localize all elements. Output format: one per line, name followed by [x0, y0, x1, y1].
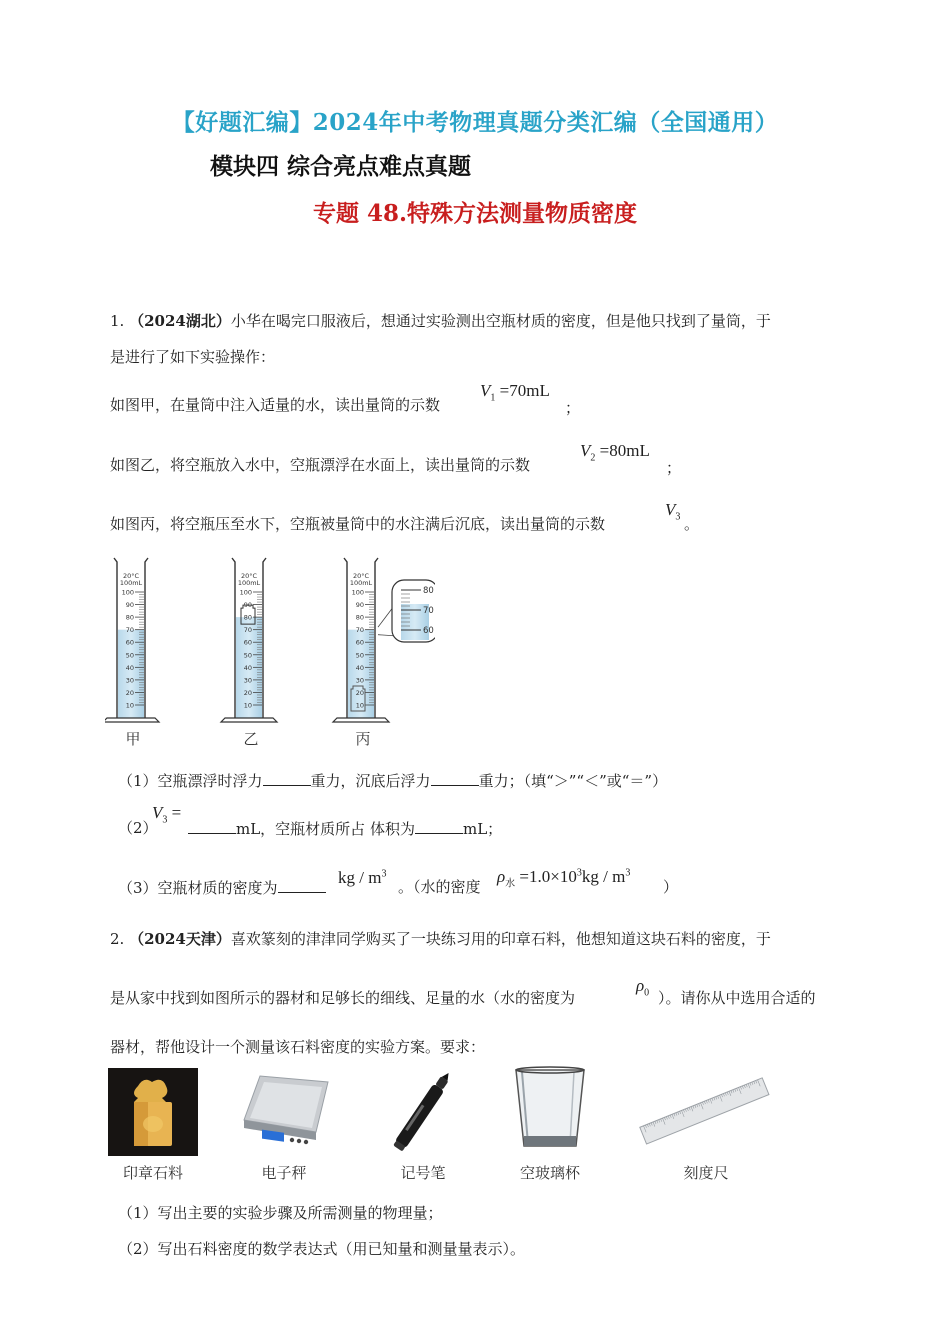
q1-step1-text: 如图甲，在量筒中注入适量的水，读出量筒的示数 — [110, 396, 441, 414]
cylinder-base — [105, 718, 159, 722]
q1-sub1-blank2[interactable] — [431, 770, 479, 786]
cylinder-1 — [105, 558, 159, 722]
scale-label: 20 — [355, 688, 364, 697]
scale-label: 40 — [243, 663, 252, 672]
q1-number: 1. — [110, 312, 125, 330]
cylinder-3 — [333, 558, 397, 722]
q1-step2-math — [580, 441, 650, 463]
scale-label: 80 — [243, 613, 252, 622]
v2-symbol: V — [580, 441, 591, 460]
q1-sub1-blank1[interactable] — [263, 770, 311, 786]
scale-label: 10 — [355, 701, 364, 710]
cylinder-temp-label: 20°C — [352, 572, 370, 580]
q1-sub2-blank1[interactable] — [188, 818, 236, 834]
item-label-scale: 电子秤 — [261, 1164, 307, 1182]
item-label-seal: 印章石料 — [122, 1164, 183, 1182]
scale-label: 10 — [243, 701, 252, 710]
scale-label: 20 — [125, 688, 134, 697]
q1-sub3-close: ） — [663, 878, 679, 896]
water-density-exp: 3 — [576, 867, 582, 879]
zoom-scale-label: 70 — [423, 606, 434, 616]
cylinder-volume-label: 100mL — [237, 579, 261, 587]
scale-label: 50 — [355, 651, 364, 660]
scale-label: 90 — [355, 601, 364, 610]
scale-label: 50 — [243, 651, 252, 660]
scale-label: 10 — [125, 701, 134, 710]
scale-label: 30 — [125, 676, 134, 685]
q2-intro-line2: 是从家中找到如图所示的器材和足够长的细线、足量的水（水的密度为 — [110, 989, 576, 1007]
q1-sub2-label: （2） — [118, 819, 158, 837]
v3-subscript: 3 — [675, 511, 681, 523]
water-density-unit: kg / m — [581, 867, 626, 886]
v3-symbol: V — [665, 500, 676, 519]
q1-step3-period: 。 — [684, 515, 700, 533]
rho-water-sub: 水 — [505, 878, 516, 890]
cylinder-temp-label: 20°C — [122, 572, 140, 580]
q1-sub2-body — [188, 818, 502, 839]
q2-intro-a: 喜欢篆刻的津津同学购买了一块练习用的印章石料，他想知道这块石料的密度，于 — [230, 930, 771, 948]
v3-symbol-sub2: V — [152, 803, 163, 822]
zoom-inset — [392, 580, 435, 642]
topic-title: 专题 48.特殊方法测量物质密度 — [312, 200, 638, 227]
module-title: 模块四 综合亮点难点真题 — [210, 153, 472, 180]
q1-step1 — [110, 395, 440, 415]
q1-intro-line2: 是进行了如下实验操作： — [110, 348, 276, 366]
q1-intro-line1 — [110, 311, 771, 331]
q2-sub2: （2）写出石料密度的数学表达式（用已知量和测量量表示）。 — [118, 1240, 526, 1258]
q2-source: （2024天津） — [129, 930, 231, 948]
q1-sub3-math — [497, 867, 630, 889]
v1-value: =70mL — [499, 381, 550, 400]
cylinder-temp-label: 20°C — [240, 572, 258, 580]
q1-sub1-a: （1）空瓶漂浮时浮力 — [118, 772, 263, 790]
item-label-glass: 空玻璃杯 — [519, 1164, 580, 1182]
ruler-image — [636, 1070, 772, 1150]
scale-label: 70 — [355, 626, 364, 635]
scale-label: 20 — [243, 688, 252, 697]
scale-label: 50 — [125, 651, 134, 660]
q1-sub1 — [118, 770, 667, 791]
scale-label: 100 — [121, 588, 134, 597]
q1-sub2-c: mL； — [462, 820, 503, 838]
scale-label: 100 — [351, 588, 364, 597]
scale-label: 60 — [355, 638, 364, 647]
scale-label: 60 — [125, 638, 134, 647]
cylinder-base — [333, 718, 389, 722]
rho0-subscript: 0 — [644, 987, 650, 999]
q2-rho0 — [636, 976, 649, 998]
v2-value: =80mL — [599, 441, 650, 460]
zoom-scale-label: 60 — [423, 626, 434, 636]
item-label-marker: 记号笔 — [400, 1164, 446, 1182]
v3-subscript-sub2: 3 — [162, 814, 168, 826]
q2-intro-line3: 器材，帮他设计一个测量该石料密度的实验方案。要求： — [110, 1038, 486, 1056]
scale-label: 80 — [125, 613, 134, 622]
q1-sub2-b: mL，空瓶材质所占 体积为 — [236, 820, 415, 838]
q2-intro-line1 — [110, 929, 771, 949]
figure-label: 乙 — [243, 730, 259, 748]
cylinder-volume-label: 100mL — [349, 579, 373, 587]
cylinder-2 — [221, 558, 277, 722]
q1-intro-a: 小华在喝完口服液后，想通过实验测出空瓶材质的密度，但是他只找到了量筒，于 — [230, 312, 771, 330]
v3-equals: = — [171, 803, 182, 822]
q1-step2: 如图乙，将空瓶放入水中，空瓶漂浮在水面上，读出量筒的示数 — [110, 456, 531, 474]
q1-sub3-blank[interactable] — [278, 877, 326, 893]
q1-step2-semicolon: ； — [666, 459, 682, 477]
v1-subscript: 1 — [490, 392, 496, 404]
q1-sub2-math — [152, 803, 181, 825]
q1-sub1-b: 重力，沉底后浮力 — [310, 772, 431, 790]
marker-pen-image — [375, 1066, 471, 1154]
density-unit: kg / m — [338, 868, 382, 887]
scale-label: 90 — [125, 601, 134, 610]
q2-number: 2. — [110, 930, 125, 948]
rho-water: ρ — [497, 867, 506, 886]
electronic-scale-image — [236, 1068, 332, 1148]
v2-subscript: 2 — [590, 452, 596, 464]
figure-label: 丙 — [355, 730, 371, 748]
q1-step3-math — [665, 500, 680, 522]
q1-step3: 如图丙，将空瓶压至水下，空瓶被量筒中的水注满后沉底，读出量筒的示数 — [110, 515, 606, 533]
q1-step1-math — [480, 381, 550, 403]
q1-sub2-blank2[interactable] — [415, 818, 463, 834]
q1-sub1-c: 重力；（填“＞”“＜”或“＝”） — [478, 772, 668, 790]
q2-sub1: （1）写出主要的实验步骤及所需测量的物理量； — [118, 1204, 443, 1222]
scale-label: 70 — [243, 626, 252, 635]
item-label-ruler: 刻度尺 — [683, 1164, 729, 1182]
scale-label: 30 — [355, 676, 364, 685]
scale-label: 100 — [239, 588, 252, 597]
scale-label: 60 — [243, 638, 252, 647]
cylinders-figure — [105, 552, 435, 752]
scale-label: 40 — [125, 663, 134, 672]
document-title: 【好题汇编】2024年中考物理真题分类汇编（全国通用） — [171, 109, 779, 136]
scale-label: 70 — [125, 626, 134, 635]
density-unit-sup: 3 — [381, 868, 387, 880]
cylinder-base — [221, 718, 277, 722]
scale-label: 30 — [243, 676, 252, 685]
figure-label: 甲 — [125, 730, 141, 748]
cylinder-volume-label: 100mL — [119, 579, 143, 587]
q1-sub3-a: （3）空瓶材质的密度为 — [118, 879, 278, 897]
seal-stone-image — [108, 1068, 198, 1156]
q1-sub3-unit — [338, 868, 386, 888]
empty-glass-image — [512, 1066, 588, 1154]
water-density-unit-sup: 3 — [625, 867, 631, 879]
zoom-scale-label: 80 — [423, 586, 434, 596]
scale-label: 80 — [355, 613, 364, 622]
water-density-value: =1.0×10 — [519, 867, 577, 886]
rho0-symbol: ρ — [636, 976, 645, 995]
scale-label: 40 — [355, 663, 364, 672]
q1-step1-semicolon: ； — [565, 399, 581, 417]
v1-symbol: V — [480, 381, 491, 400]
q1-sub3-b: 。（水的密度 — [398, 878, 481, 896]
q2-intro-line2-end: ）。请你从中选用合适的 — [658, 989, 816, 1007]
scale-label: 90 — [243, 601, 252, 610]
q1-source: （2024湖北） — [129, 312, 231, 330]
q1-sub3-label — [118, 877, 326, 898]
